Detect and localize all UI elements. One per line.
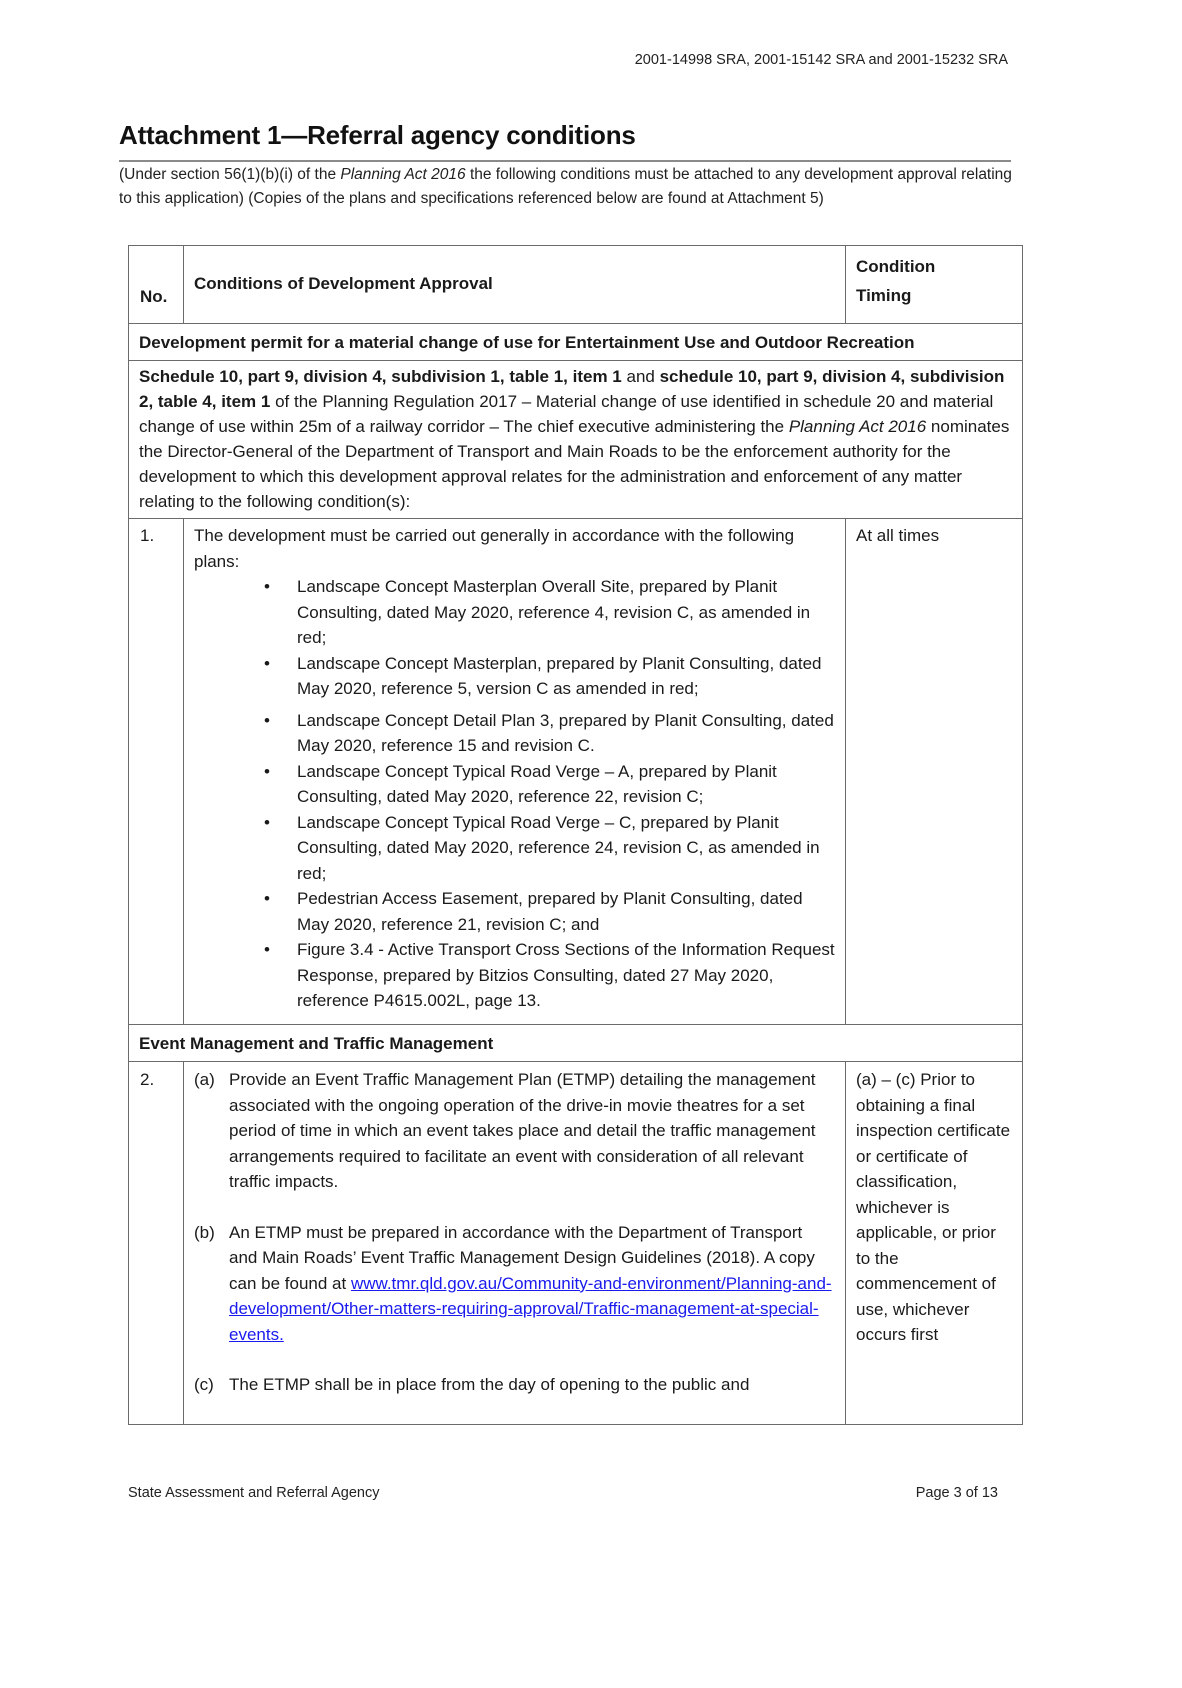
- sub-condition-label: (c): [194, 1375, 214, 1394]
- column-header-timing-line1: Condition: [856, 257, 936, 276]
- conditions-table: [128, 245, 1023, 1425]
- document-reference-header: 2001-14998 SRA, 2001-15142 SRA and 2001-15232 SRA: [634, 52, 1008, 68]
- column-header-no: No.: [129, 246, 184, 323]
- schedule-bold-1: Schedule 10, part 9, division 4, subdivision 1, table 1, item 1: [139, 367, 622, 386]
- condition-1-intro: The development must be carried out generally in accordance with the following plans:: [194, 526, 795, 571]
- schedule-row: [129, 360, 1022, 518]
- schedule-text-3: nominates the Director-General of the Department of Transport and Main Roads to be the enforcement authority for the development to which this development approval relates for the administration and enforcement of any matter relating to the following condition(s):: [139, 417, 1010, 511]
- condition-text: [184, 519, 846, 1024]
- sub-condition-a-text: Provide an Event Traffic Management Plan (ETMP) detailing the management associated with the ongoing operation of the drive-in movie theatres for a set period of time in which an event takes place and detail the traffic management arrangements required to facilitate an event with consideration of all relevant traffic impacts.: [229, 1070, 816, 1191]
- table-row-condition-1: [129, 518, 1022, 1024]
- sub-condition-c: [194, 1372, 835, 1398]
- schedule-bold-2: schedule 10, part 9, division 4, subdivision 2, table 4, item 1: [139, 367, 1005, 411]
- list-item: • Pedestrian Access Easement, prepared by Planit Consulting, dated May 2020, reference 21, revision C; and: [194, 886, 835, 937]
- sub-condition-a: [194, 1067, 835, 1195]
- section-heading-permit: Development permit for a material change of use for Entertainment Use and Outdoor Recreation: [139, 333, 915, 352]
- condition-timing: (a) – (c) Prior to obtaining a final inspection certificate or certificate of classification, whichever is applicable, or prior to the commencement of use, whichever occurs first: [856, 1070, 1011, 1344]
- schedule-act-name: Planning Act 2016: [788, 417, 927, 436]
- schedule-text-1: and: [621, 367, 660, 386]
- intro-text-1: (Under section 56(1)(b)(i) of the: [119, 166, 341, 183]
- plans-list: [194, 574, 835, 1014]
- table-header-row: [129, 246, 1022, 323]
- title-divider: [119, 160, 1011, 162]
- section-row-permit: [129, 323, 1022, 360]
- schedule-paragraph: [129, 361, 1022, 518]
- condition-number: 2.: [129, 1062, 184, 1424]
- condition-number: 1.: [129, 519, 184, 1024]
- sub-condition-label: (a): [194, 1070, 215, 1089]
- condition-timing: At all times: [856, 526, 940, 545]
- column-header-conditions: Conditions of Development Approval: [184, 246, 846, 323]
- intro-text-2: the following conditions must be attached to any development approval relating to this application) (Copies of the plans and specifications referenced below are found at Attachment 5): [119, 166, 1012, 207]
- table-row-condition-2: [129, 1061, 1022, 1424]
- section-row-event: [129, 1024, 1022, 1061]
- column-header-timing-line2: Timing: [856, 286, 912, 305]
- section-heading-event: Event Management and Traffic Management: [139, 1034, 494, 1053]
- list-item: • Figure 3.4 - Active Transport Cross Sections of the Information Request Response, prepared by Bitzios Consulting, dated 27 May 2020, reference P4615.002L, page 13.: [194, 937, 835, 1014]
- list-item: • Landscape Concept Detail Plan 3, prepared by Planit Consulting, dated May 2020, reference 15 and revision C.: [194, 708, 835, 759]
- condition-text: [184, 1062, 846, 1424]
- list-item: • Landscape Concept Masterplan Overall Site, prepared by Planit Consulting, dated May 2020, reference 4, revision C, as amended in red;: [194, 574, 835, 651]
- list-item: • Landscape Concept Typical Road Verge – A, prepared by Planit Consulting, dated May 2020, reference 22, revision C;: [194, 759, 835, 810]
- sub-condition-b: [194, 1220, 835, 1348]
- list-item: • Landscape Concept Masterplan, prepared by Planit Consulting, dated May 2020, reference 5, version C as amended in red;: [194, 651, 835, 702]
- page-title: Attachment 1—Referral agency conditions: [119, 120, 636, 150]
- footer-page-number: Page 3 of 13: [915, 1485, 998, 1501]
- sub-condition-b-text: An ETMP must be prepared in accordance with the Department of Transport and Main Roads’ Event Traffic Management Design Guidelines (2018). A copy can be found at: [229, 1222, 815, 1293]
- column-header-timing: [846, 246, 1022, 323]
- sub-condition-label: (b): [194, 1222, 215, 1242]
- sub-condition-c-text: The ETMP shall be in place from the day of opening to the public and: [229, 1375, 750, 1394]
- intro-paragraph: [119, 163, 1014, 210]
- tmr-guidelines-link[interactable]: www.tmr.qld.gov.au/Community-and-environment/Planning-and-development/Other-matters-requiring-approval/Traffic-management-at-special-events.: [229, 1273, 832, 1344]
- schedule-text-2: of the Planning Regulation 2017 – Material change of use identified in schedule 20 and material change of use within 25m of a railway corridor – The chief executive administering the: [139, 392, 994, 436]
- footer-agency: State Assessment and Referral Agency: [128, 1485, 380, 1501]
- intro-act-name: Planning Act 2016: [340, 166, 466, 183]
- list-item: • Landscape Concept Typical Road Verge – C, prepared by Planit Consulting, dated May 2020, reference 24, revision C, as amended in red;: [194, 810, 835, 887]
